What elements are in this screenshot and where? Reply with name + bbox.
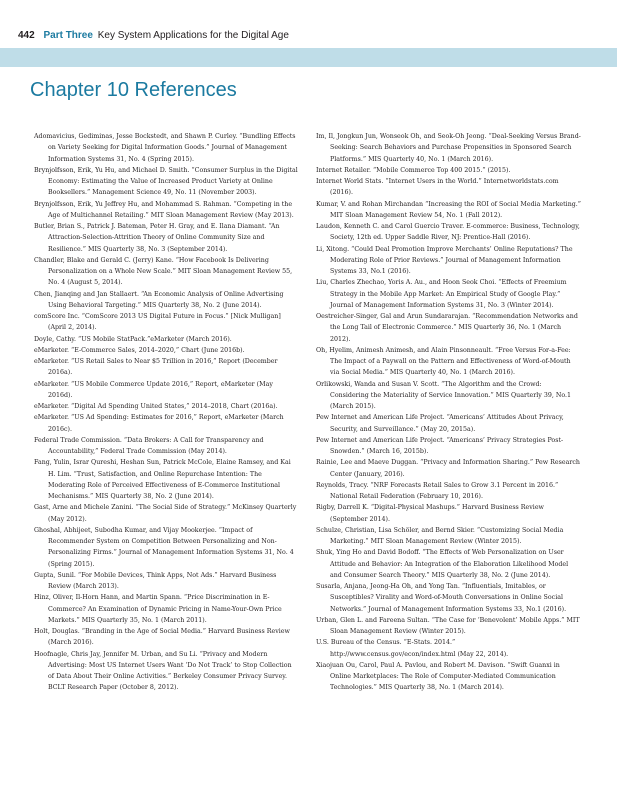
- reference-entry: eMarketer. “US Retail Sales to Near $5 Trillion in 2016,” Report (December 2016a).: [34, 358, 278, 377]
- reference-entry: Gast, Arne and Michele Zanini. “The Social Side of Strategy.” McKinsey Quarterly (May 2012).: [34, 504, 297, 523]
- reference-entry: Schulze, Christian, Lisa Schöler, and Bernd Skier. “Customizing Social Media Marketing.” MIT Sloan Management Review (Winter 2015).: [316, 526, 564, 545]
- chapter-title: Chapter 10 References: [30, 79, 237, 101]
- running-header: [18, 30, 289, 41]
- reference-entry: Shuk, Ying Ho and David Bodoff. “The Effects of Web Personalization on User Attitude and Behavior: An Integration of the Elaboration Likelihood Model and Consumer Search Theory.” MIS Quarterly 38, No. 2 (June 2014).: [316, 549, 569, 579]
- reference-entry: Liu, Charles Zhechao, Yoris A. Au., and Hoon Seok Choi. “Effects of Freemium Strategy in the Mobile App Market: An Empirical Study of Google Play.” Journal of Management Information Systems 31, No. 3 (Winter 2014).: [316, 279, 567, 309]
- part-label: Part Three: [43, 30, 93, 41]
- reference-entry: eMarketer. “US Mobile Commerce Update 2016,” Report, eMarketer (May 2016d).: [34, 380, 273, 399]
- reference-entry: Reynolds, Tracy. “NRF Forecasts Retail Sales to Grow 3.1 Percent in 2016.” National Retail Federation (February 10, 2016).: [316, 481, 559, 500]
- reference-entry: Chen, Jianqing and Jan Stallaert. “An Economic Analysis of Online Advertising Using Behavioral Targeting.” MIS Quarterly 38, No. 2 (June 2014).: [34, 290, 284, 309]
- reference-entry: Oh, Hyelim, Animesh Animesh, and Alain Pinsonneault. “Free Versus For-a-Fee: The Impact of a Paywall on the Pattern and Effectiveness of Word-of-Mouth via Social Media.” MIS Quarterly 40, No. 1 (March 2016).: [316, 346, 571, 377]
- reference-entry: U.S. Bureau of the Census. “E-Stats. 2014.” http://www.census.gov/econ/index.html (May 22, 2014).: [316, 639, 509, 658]
- reference-entry: eMarketer. “US Ad Spending: Estimates for 2016,” Report, eMarketer (March 2016c).: [34, 414, 284, 433]
- reference-entry: Pew Internet and American Life Project. “Americans’ Privacy Strategies Post-Snowden.” (March 16, 2015b).: [316, 436, 564, 455]
- reference-entry: Rainie, Lee and Maeve Duggan. “Privacy and Information Sharing.” Pew Research Center (January, 2016).: [316, 459, 580, 478]
- reference-entry: Pew Internet and American Life Project. “Americans’ Attitudes About Privacy, Security, and Surveillance.” (May 20, 2015a).: [316, 414, 564, 433]
- reference-entry: Federal Trade Commission. “Data Brokers: A Call for Transparency and Accountability,” Federal Trade Commission (May 2014).: [34, 436, 264, 455]
- reference-entry: Gupta, Sunil. “For Mobile Devices, Think Apps, Not Ads.” Harvard Business Review (March 2013).: [34, 571, 277, 590]
- reference-entry: Adomavicius, Gediminas, Jesse Bockstedt, and Shawn P. Curley. “Bundling Effects on Variety Seeking for Digital Information Goods.” Journal of Management Information Systems 31, No. 4 (Spring 2015).: [34, 133, 296, 163]
- reference-entry: eMarketer. “Digital Ad Spending United States,” 2014–2018, Chart (2016a).: [34, 403, 278, 410]
- reference-entry: Susarla, Anjana, Jeong-Ha Oh, and Yong Tan. “Influentials, Imitables, or Susceptibles? Virality and Word-of-Mouth Conversations in Online Social Networks.” Journal of Management Information Systems 33, No.1 (2016).: [316, 583, 567, 613]
- references-column-left: [34, 131, 299, 694]
- reference-entry: eMarketer. “E-Commerce Sales, 2014–2020,” Chart (June 2016b).: [34, 346, 245, 354]
- reference-entry: Internet Retailer. “Mobile Commerce Top 400 2015.” (2015).: [316, 166, 511, 174]
- reference-entry: comScore Inc. “ComScore 2013 US Digital Future in Focus.” [Nick Mulligan] (April 2, 2014).: [34, 313, 281, 332]
- reference-entry: Holt, Douglas. “Branding in the Age of Social Media.” Harvard Business Review (March 2016).: [34, 628, 290, 647]
- reference-entry: Orlikowski, Wanda and Susan V. Scott. “The Algorithm and the Crowd: Considering the Materiality of Service Innovation.” MIS Quarterly 39, No.1 (March 2015).: [316, 380, 572, 410]
- reference-entry: Hoofnagle, Chris Jay, Jennifer M. Urban, and Su Li. “Privacy and Modern Advertising: Most US Internet Users Want ‘Do Not Track’ to Stop Collection of Data About Their Online Activities.” Berkeley Consumer Privacy Survey. BCLT Research Paper (October 8, 2012).: [34, 650, 292, 692]
- reference-entry: Ghoshal, Abhijeet, Subodha Kumar, and Vijay Mookerjee. “Impact of Recommender System on Competition Between Personalizing and Non-Personalizing Firms.” Journal of Management Information Systems 31, No. 4 (Spring 2015).: [34, 526, 294, 568]
- book-section-title: Key System Applications for the Digital Age: [97, 30, 289, 41]
- reference-entry: Fang, Yulin, Israr Qureshi, Heshan Sun, Patrick McCole, Elaine Ramsey, and Kai H. Lim. “Trust, Satisfaction, and Online Repurchase Intention: The Moderating Role of Perceived Effectiveness of E-Commerce Institutional Mechanisms.” MIS Quarterly 38, No. 2 (June 2014).: [34, 459, 291, 500]
- reference-entry: Kumar, V. and Rohan Mirchandan “Increasing the ROI of Social Media Marketing.” MIT Sloan Management Review 54, No. 1 (Fall 2012).: [316, 200, 582, 219]
- reference-entry: Hinz, Oliver, Il-Horn Hann, and Martin Spann. “Price Discrimination in E-Commerce? An Examination of Dynamic Pricing in Name-Your-Own Price Markets.” MIS Quarterly 35, No. 1 (March 2011).: [34, 594, 282, 624]
- header-color-band: [0, 48, 617, 67]
- reference-entry: Rigby, Darrell K. “Digital-Physical Mashups.” Harvard Business Review (September 2014).: [316, 504, 544, 523]
- reference-entry: Im, Il, Jongkun Jun, Wonseok Oh, and Seok-Oh Jeong. “Deal-Seeking Versus Brand-Seeking: Search Behaviors and Purchase Propensities in Sponsored Search Platforms.” MIS Quarterly 40, No. 1 (March 2016).: [316, 133, 581, 163]
- reference-entry: Internet World Stats. “Internet Users in the World.” Internetworldstats.com (2016).: [316, 178, 559, 197]
- reference-entry: Chandler, Blake and Gerald C. (Jerry) Kane. “How Facebook Is Delivering Personalization on a Whole New Scale.” MIT Sloan Management Review 55, No. 4 (August 5, 2014).: [34, 256, 293, 287]
- references-column-right: [316, 131, 581, 694]
- reference-entry: Butler, Brian S., Patrick J. Bateman, Peter H. Gray, and E. Ilana Diamant. “An Attraction-Selection-Attrition Theory of Online Community Size and Resilience.” MIS Quarterly 38, No. 3 (September 2014).: [34, 223, 280, 253]
- reference-entry: Li, Xitong. “Could Deal Promotion Improve Merchants’ Online Reputations? The Moderating Role of Prior Reviews.” Journal of Management Information Systems 33, No.1 (2016).: [316, 245, 573, 275]
- reference-entry: Urban, Glen L. and Fareena Sultan. “The Case for ‘Benevolent’ Mobile Apps.” MIT Sloan Management Review (Winter 2015).: [316, 616, 580, 635]
- reference-entry: Oestreicher-Singer, Gal and Arun Sundararajan. “Recommendation Networks and the Long Tail of Electronic Commerce.” MIS Quarterly 36, No. 1 (March 2012).: [316, 313, 578, 343]
- reference-entry: Laudon, Kenneth C. and Carol Guercio Traver. E-commerce: Business, Technology, Society, 12th ed. Upper Saddle River, NJ: Prentice-Hall (2016).: [316, 223, 580, 242]
- page-number: 442: [18, 30, 35, 41]
- reference-entry: Xiaojuan Ou, Carol, Paul A. Pavlou, and Robert M. Davison. “Swift Guanxi in Online Marketplaces: The Role of Computer-Mediated Communication Technologies.” MIS Quarterly 38, No. 1 (March 2014).: [316, 661, 560, 692]
- reference-entry: Brynjolfsson, Erik, Yu Jeffrey Hu, and Mohammad S. Rahman. “Competing in the Age of Multichannel Retailing.” MIT Sloan Management Review (May 2013).: [34, 200, 294, 219]
- reference-entry: Doyle, Cathy. “US Mobile StatPack.”eMarketer (March 2016).: [34, 335, 232, 343]
- reference-entry: Brynjolfsson, Erik, Yu Hu, and Michael D. Smith. “Consumer Surplus in the Digital Economy: Estimating the Value of Increased Product Variety at Online Booksellers.” Management Science 49, No. 11 (November 2003).: [34, 166, 298, 197]
